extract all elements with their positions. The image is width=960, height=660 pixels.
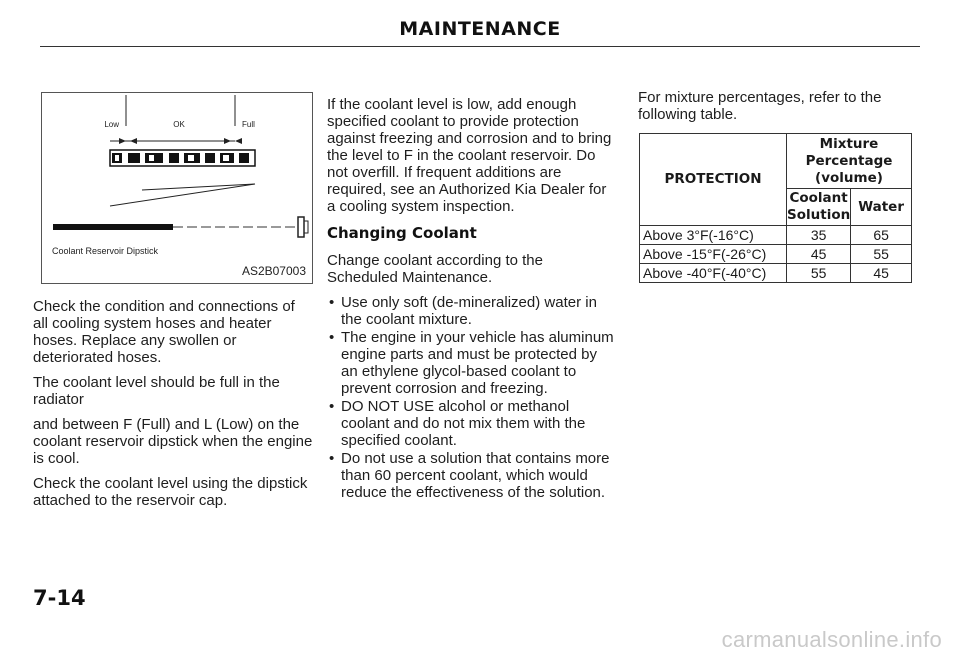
left-column [33,298,313,517]
header-mixture-percentage: Mixture Percentage (volume) [787,134,912,189]
cell-condition: Above 3°F(-16°C) [640,226,787,245]
list-item: • Do not use a solution that contains more than 60 percent coolant, which would reduce the effectiveness of the solution. [329,450,610,501]
cell-coolant: 55 [787,264,851,283]
coolant-mixture-table [639,133,912,283]
cell-water: 45 [851,264,912,283]
paragraph-reservoir-level: and between F (Full) and L (Low) on the coolant reservoir dipstick when the engine is cool. [33,416,313,467]
paragraph-dipstick-check: Check the coolant level using the dipstick attached to the reservoir cap. [33,475,308,509]
list-item: • Use only soft (de-mineralized) water in the coolant mixture. [329,294,597,328]
right-column [638,89,918,131]
cell-condition: Above -40°F(-40°C) [640,264,787,283]
ok-left-arrow-icon [130,138,137,144]
page-title: MAINTENANCE [399,18,561,40]
paragraph-radiator-level: The coolant level should be full in the radiator [33,374,280,408]
header-rule [40,46,920,47]
figure-code: AS2B07003 [241,264,306,278]
figure-caption: Coolant Reservoir Dipstick [52,246,159,256]
paragraph-change-schedule: Change coolant according to the Scheduled Maintenance. [327,252,543,286]
full-label: Full [242,120,255,129]
table-row [640,264,912,283]
bullet-icon: • [329,294,335,311]
table-row [640,226,912,245]
cell-condition: Above -15°F(-26°C) [640,245,787,264]
paragraph-mixture-intro: For mixture percentages, refer to the following table. [638,89,882,123]
cell-water: 55 [851,245,912,264]
low-arrow-icon [119,138,126,144]
cell-coolant: 35 [787,226,851,245]
coolant-bullet-list [327,294,617,501]
low-label: Low [104,120,119,129]
bullet-icon: • [329,329,335,346]
section-heading-changing-coolant: Changing Coolant [327,224,477,242]
table-header-row [640,134,912,189]
cell-coolant: 45 [787,245,851,264]
zoom-line-lower [110,184,255,206]
table-row [640,245,912,264]
bullet-icon: • [329,450,335,467]
paragraph-hoses: Check the condition and connections of all cooling system hoses and heater hoses. Replace any swollen or deteriorated hoses. [33,298,295,366]
ok-label: OK [173,120,185,129]
list-item: • The engine in your vehicle has aluminum engine parts and must be protected by an ethylene glycol-based coolant to prevent corrosion and freezing. [329,329,614,397]
watermark: carmanualsonline.info [721,627,942,652]
paragraph-low-coolant: If the coolant level is low, add enough specified coolant to provide protection against freezing and corrosion and to bring the level to F in the coolant reservoir. Do not overfill. If frequent additions are required, see an Authorized Kia Dealer for a cooling system inspection. [327,96,612,215]
header-water: Water [851,189,912,226]
cell-water: 65 [851,226,912,245]
ok-right-arrow-icon [224,138,231,144]
full-arrow-icon [235,138,242,144]
dipstick-scale-magnified [110,150,255,166]
dipstick-body [53,217,308,237]
dipstick-figure [41,92,313,284]
middle-column [327,96,617,502]
header-coolant-solution: Coolant Solution [787,189,851,226]
header-protection: PROTECTION [640,134,787,226]
dipstick-illustration [42,93,314,285]
bullet-icon: • [329,398,335,415]
page-number: 7-14 [33,586,86,610]
list-item: • DO NOT USE alcohol or methanol coolant and do not mix them with the specified coolant. [329,398,586,449]
